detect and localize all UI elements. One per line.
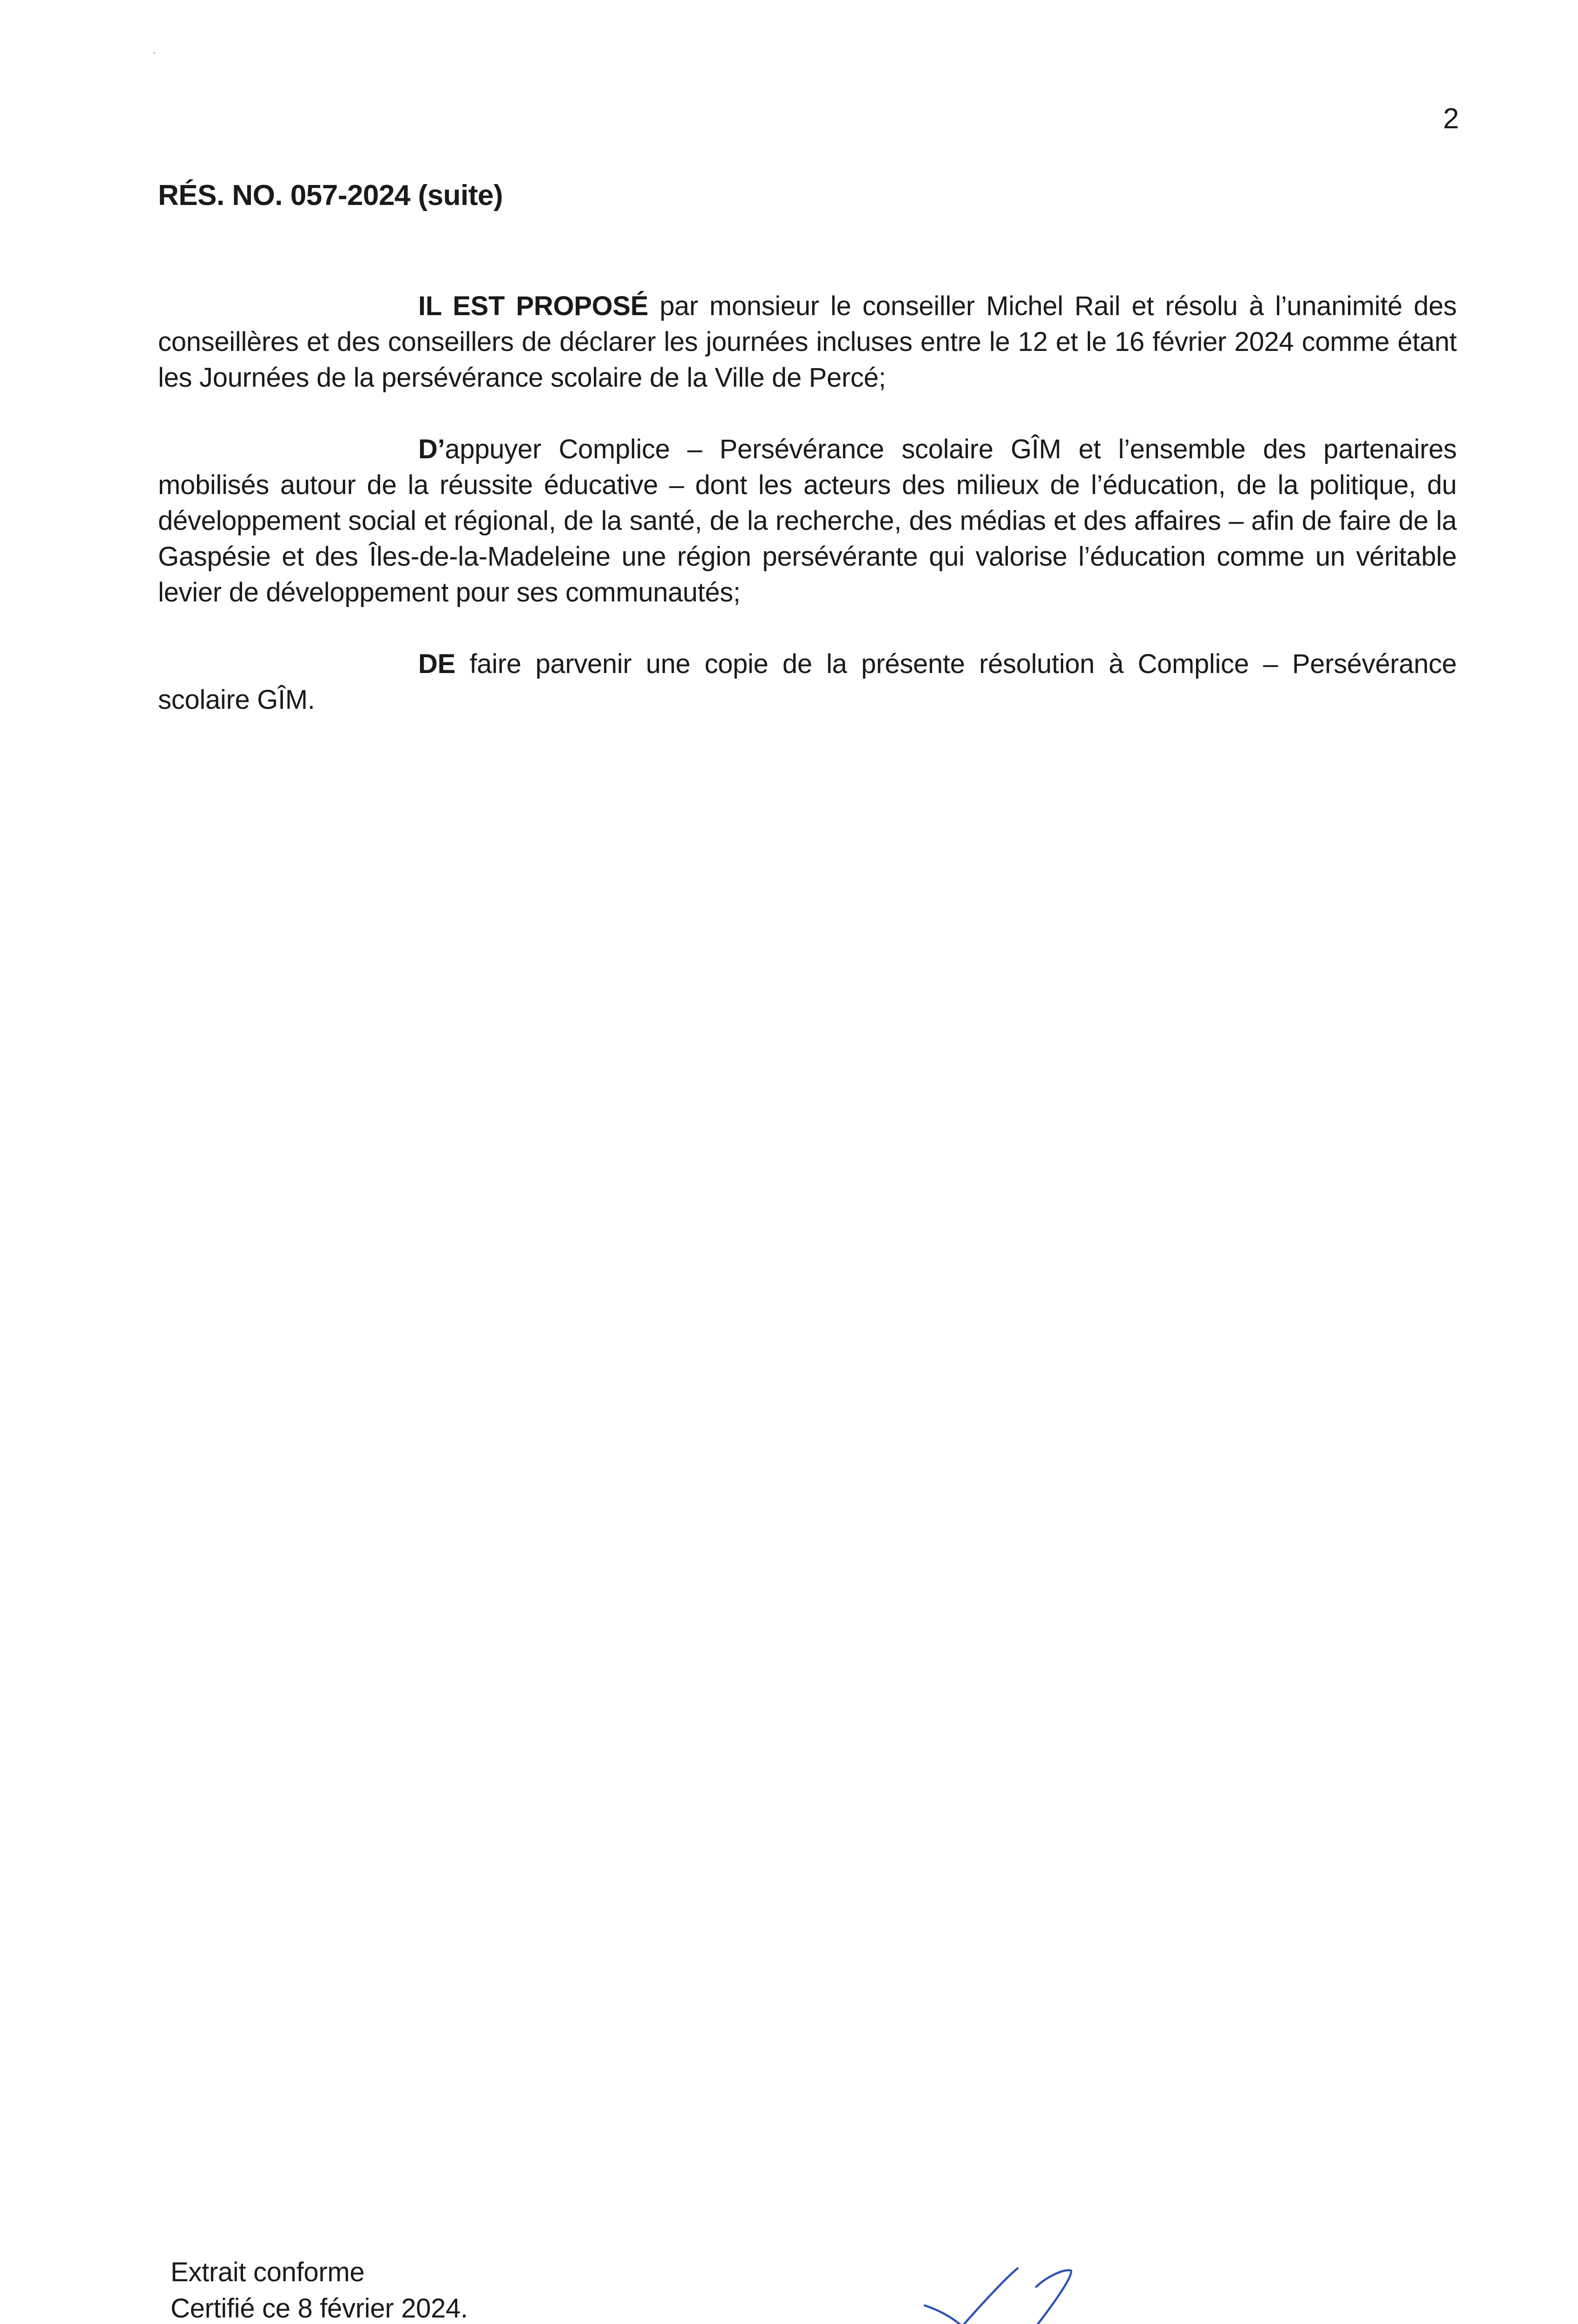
certification-line: Extrait conforme — [171, 2257, 365, 2287]
paragraph-text: appuyer Complice – Persévérance scolaire GÎM et l’ensemble des partenaires mobilisés autour de la réussite éducative – dont les acteurs des milieux de l’éducation, de la politique, du développement social et régional, de la santé, de la recherche, des médias et des affaires – afin de faire de la Gaspésie et des Îles-de-la-Madeleine une région persévérante qui valorise l’éducation comme un véritable levier de développement pour ses communautés; — [158, 434, 1457, 607]
paragraph-text: par monsieur le conseiller Michel Rail et résolu à l’unanimité des conseillères et des conseillers de déclarer les journées incluses entre le 12 et le 16 février 2024 comme étant les Journées de la persévérance scolaire de la Ville de Percé; — [158, 291, 1457, 393]
paragraph-proposal — [158, 288, 1457, 396]
certification-date: Certifié ce 8 février 2024. — [171, 2293, 468, 2324]
handwritten-signature — [785, 2250, 1185, 2324]
resolution-heading: RÉS. NO. 057-2024 (suite) — [158, 179, 503, 211]
scan-speck — [153, 52, 155, 54]
certification-block — [171, 2254, 468, 2324]
paragraph-support — [158, 431, 1457, 610]
paragraph-lead: IL EST PROPOSÉ — [418, 291, 649, 321]
paragraph-text: faire parvenir une copie de la présente résolution à Complice – Persévérance scolaire GÎM. — [158, 649, 1457, 715]
paragraph-copy — [158, 646, 1457, 718]
paragraph-lead: DE — [418, 649, 455, 679]
resolution-body — [158, 288, 1457, 718]
page-number: 2 — [1443, 103, 1459, 135]
paragraph-lead: D’ — [418, 434, 445, 464]
